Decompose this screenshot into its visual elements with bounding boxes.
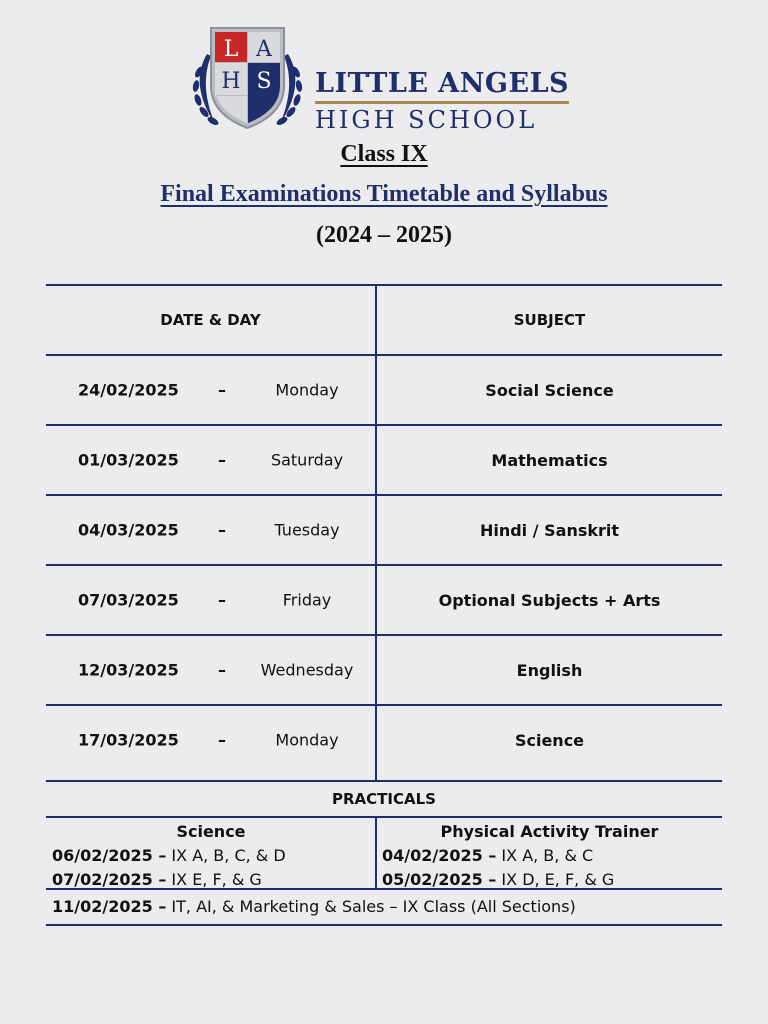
- table-row: [46, 354, 722, 424]
- list-item: [52, 868, 370, 892]
- list-item: [52, 844, 370, 868]
- list-item: [382, 868, 717, 892]
- practical-classes: IX E, F, & G: [171, 870, 262, 889]
- logo-letter-a: A: [256, 37, 272, 62]
- table-row: [46, 494, 722, 564]
- dash-separator: –: [218, 380, 226, 400]
- school-logo: [185, 24, 585, 134]
- exam-day: Friday: [282, 590, 332, 610]
- dash-separator: –: [218, 590, 226, 610]
- exam-day: Saturday: [270, 450, 344, 470]
- subject-header: SUBJECT: [513, 311, 586, 329]
- timetable-column-divider: [375, 284, 377, 780]
- exam-day: Wednesday: [260, 660, 354, 680]
- practical-description: IT, AI, & Marketing & Sales – IX Class (All Sections): [171, 897, 576, 916]
- logo-letter-s: S: [256, 69, 272, 94]
- practical-date: 05/02/2025 –: [382, 870, 497, 889]
- exam-subject: Science: [514, 730, 585, 750]
- practical-date: 11/02/2025 –: [52, 897, 167, 916]
- exam-title: [0, 181, 768, 208]
- science-practicals-heading: Science: [176, 822, 246, 841]
- logo-letter-h: H: [221, 69, 241, 94]
- exam-subject: Mathematics: [491, 450, 608, 470]
- practical-date: 04/02/2025 –: [382, 846, 497, 865]
- exam-day: Tuesday: [274, 520, 340, 540]
- date-day-cell: [46, 496, 375, 564]
- dash-separator: –: [218, 520, 226, 540]
- date-day-cell: [46, 706, 375, 774]
- date-day-cell: [46, 566, 375, 634]
- timetable: [46, 284, 722, 774]
- date-day-cell: [46, 636, 375, 704]
- practical-classes: IX A, B, & C: [501, 846, 594, 865]
- exam-subject: Optional Subjects + Arts: [438, 590, 661, 610]
- exam-date: 17/03/2025: [78, 730, 179, 750]
- table-row: [46, 424, 722, 494]
- date-day-cell: [46, 426, 375, 494]
- exam-subject: English: [516, 660, 583, 680]
- table-row: [46, 704, 722, 774]
- dash-separator: –: [218, 450, 226, 470]
- class-title-text: Class IX: [340, 141, 428, 167]
- exam-date: 04/03/2025: [78, 520, 179, 540]
- practical-date: 07/02/2025 –: [52, 870, 167, 889]
- table-row: [46, 634, 722, 704]
- table-row: [46, 564, 722, 634]
- exam-date: 01/03/2025: [78, 450, 179, 470]
- date-day-cell: [46, 356, 375, 424]
- date-day-header: DATE & DAY: [160, 311, 261, 329]
- exam-date: 07/03/2025: [78, 590, 179, 610]
- practical-date: 06/02/2025 –: [52, 846, 167, 865]
- list-item: [382, 844, 717, 868]
- logo-letter-l: L: [223, 37, 239, 62]
- exam-day: Monday: [275, 730, 339, 750]
- it-ai-practicals: [46, 890, 722, 926]
- exam-title-text: Final Examinations Timetable and Syllabus: [160, 181, 608, 207]
- practicals-column-divider: [375, 818, 377, 890]
- timetable-header-row: [46, 284, 722, 354]
- science-practicals: [52, 820, 370, 892]
- logo-divider: [315, 101, 569, 104]
- class-title: [0, 141, 768, 168]
- exam-date: 12/03/2025: [78, 660, 179, 680]
- exam-date: 24/02/2025: [78, 380, 179, 400]
- exam-subject: Social Science: [485, 380, 614, 400]
- practicals-schedule: [46, 816, 722, 890]
- dash-separator: –: [218, 660, 226, 680]
- practical-classes: IX A, B, C, & D: [171, 846, 286, 865]
- shield-crest-icon: [185, 24, 310, 132]
- session-year: (2024 – 2025): [316, 222, 452, 248]
- dash-separator: –: [218, 730, 226, 750]
- physical-activity-heading: Physical Activity Trainer: [440, 822, 659, 841]
- practical-classes: IX D, E, F, & G: [501, 870, 615, 889]
- physical-activity-practicals: [382, 820, 717, 892]
- exam-subject: Hindi / Sanskrit: [479, 520, 620, 540]
- school-name-line2: HIGH SCHOOL: [315, 106, 538, 134]
- practicals-title: PRACTICALS: [46, 780, 722, 816]
- exam-day: Monday: [275, 380, 339, 400]
- school-name-line1: LITTLE ANGELS: [315, 68, 570, 99]
